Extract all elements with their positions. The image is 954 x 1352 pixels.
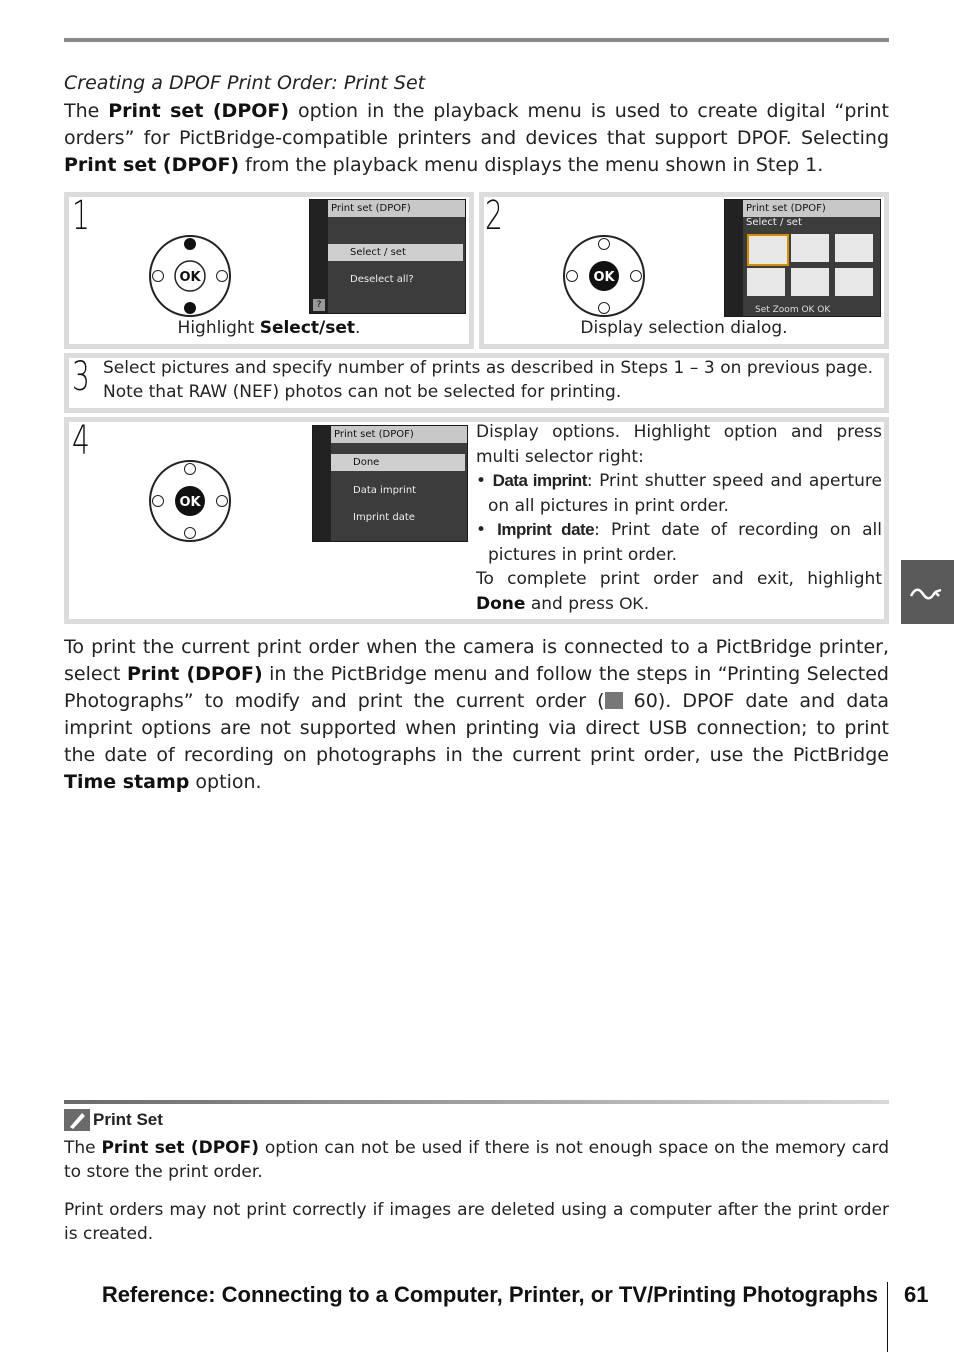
step-number: 2 xyxy=(485,193,503,239)
footer-divider xyxy=(887,1282,888,1352)
note-rule xyxy=(64,1100,889,1104)
help-icon: ? xyxy=(313,299,325,311)
step-number: 3 xyxy=(72,354,90,400)
ok-multi-selector-icon xyxy=(562,234,646,318)
screen-title: Print set (DPOF) xyxy=(743,200,880,217)
note-paragraph-1: The Print set (DPOF) option can not be used if there is not enough space on the memory card to store the print order. xyxy=(64,1138,890,1182)
step-number: 4 xyxy=(72,418,90,464)
step-2-caption: Display selection dialog. xyxy=(580,318,788,338)
svg-text:OK: OK xyxy=(179,270,201,285)
bullet-data-imprint: • Data imprint: Print shutter speed and aperture on all pictures in print order. xyxy=(476,471,882,516)
thumbnail xyxy=(747,234,789,266)
top-rule xyxy=(64,38,889,42)
thumbnail xyxy=(835,268,873,296)
screen-footer: Set Zoom OK OK xyxy=(755,305,831,315)
note-title: Print Set xyxy=(93,1110,163,1129)
bullet-imprint-date: • Imprint date: Print date of recording on all pictures in print order. xyxy=(476,520,882,565)
pencil-note-icon xyxy=(64,1109,90,1131)
step-3-text: Select pictures and specify number of prints as described in Steps 1 – 3 on previous page. Note that RAW (NEF) photos can not be selected for printing. xyxy=(103,358,873,402)
screen-title: Print set (DPOF) xyxy=(328,200,465,217)
step-1-caption: Highlight Select/set. xyxy=(177,318,361,338)
camera-screen-step1 xyxy=(309,199,466,314)
intro-paragraph: The Print set (DPOF) option in the playback menu is used to create digital “print orders” for PictBridge-compatible printers and devices that support DPOF. Selecting Print set (DPOF) from the playback menu displays the menu shown in Step 1. xyxy=(64,100,889,176)
menu-item-imprint-date: Imprint date xyxy=(353,512,415,523)
step-number: 1 xyxy=(72,193,90,239)
step-3-box xyxy=(64,353,889,413)
step-2-box xyxy=(479,192,889,349)
screen-subtitle: Select / set xyxy=(746,217,802,228)
section-heading: Creating a DPOF Print Order: Print Set xyxy=(64,72,426,94)
thumbnail xyxy=(835,234,873,262)
camera-screen-step4 xyxy=(312,425,468,542)
thumbnail xyxy=(791,234,829,262)
ok-multi-selector-icon xyxy=(148,234,232,318)
note-paragraph-2: Print orders may not print correctly if images are deleted using a computer after the print order is created. xyxy=(64,1200,889,1244)
thumbnail xyxy=(791,268,829,296)
pictbridge-paragraph: To print the current print order when the camera is connected to a PictBridge printer, select Print (DPOF) in the PictBridge menu and follow the steps in “Printing Selected Photographs” to modify and print the current order ( 60). DPOF date and data imprint options are not supported when printing via direct USB connection; to print the date of recording on photographs in the current print order, use the PictBridge Time stamp option. xyxy=(64,636,889,793)
step-1-box xyxy=(64,192,474,349)
connection-tab-icon xyxy=(901,560,954,624)
screen-title: Print set (DPOF) xyxy=(331,426,467,443)
thumbnail xyxy=(747,268,785,296)
step-4-end: To complete print order and exit, highlight Done and press OK. xyxy=(476,569,882,614)
page-number: 61 xyxy=(904,1282,929,1307)
footer-title: Reference: Connecting to a Computer, Printer, or TV/Printing Photographs xyxy=(101,1282,878,1307)
menu-item-done: Done xyxy=(331,454,465,471)
ok-multi-selector-icon xyxy=(148,459,232,543)
step-4-intro: Display options. Highlight option and press multi selector right: xyxy=(476,422,882,467)
svg-text:OK: OK xyxy=(593,270,615,285)
menu-item-data-imprint: Data imprint xyxy=(353,485,417,496)
step-4-text xyxy=(476,420,882,616)
page-ref-icon xyxy=(605,692,623,709)
thumbnail-grid xyxy=(747,232,875,300)
menu-item-select-set: Select / set xyxy=(328,244,463,261)
camera-screen-step2 xyxy=(724,199,881,317)
svg-text:OK: OK xyxy=(179,495,201,510)
step-4-box xyxy=(64,417,889,624)
menu-item-deselect-all: Deselect all? xyxy=(350,274,414,285)
